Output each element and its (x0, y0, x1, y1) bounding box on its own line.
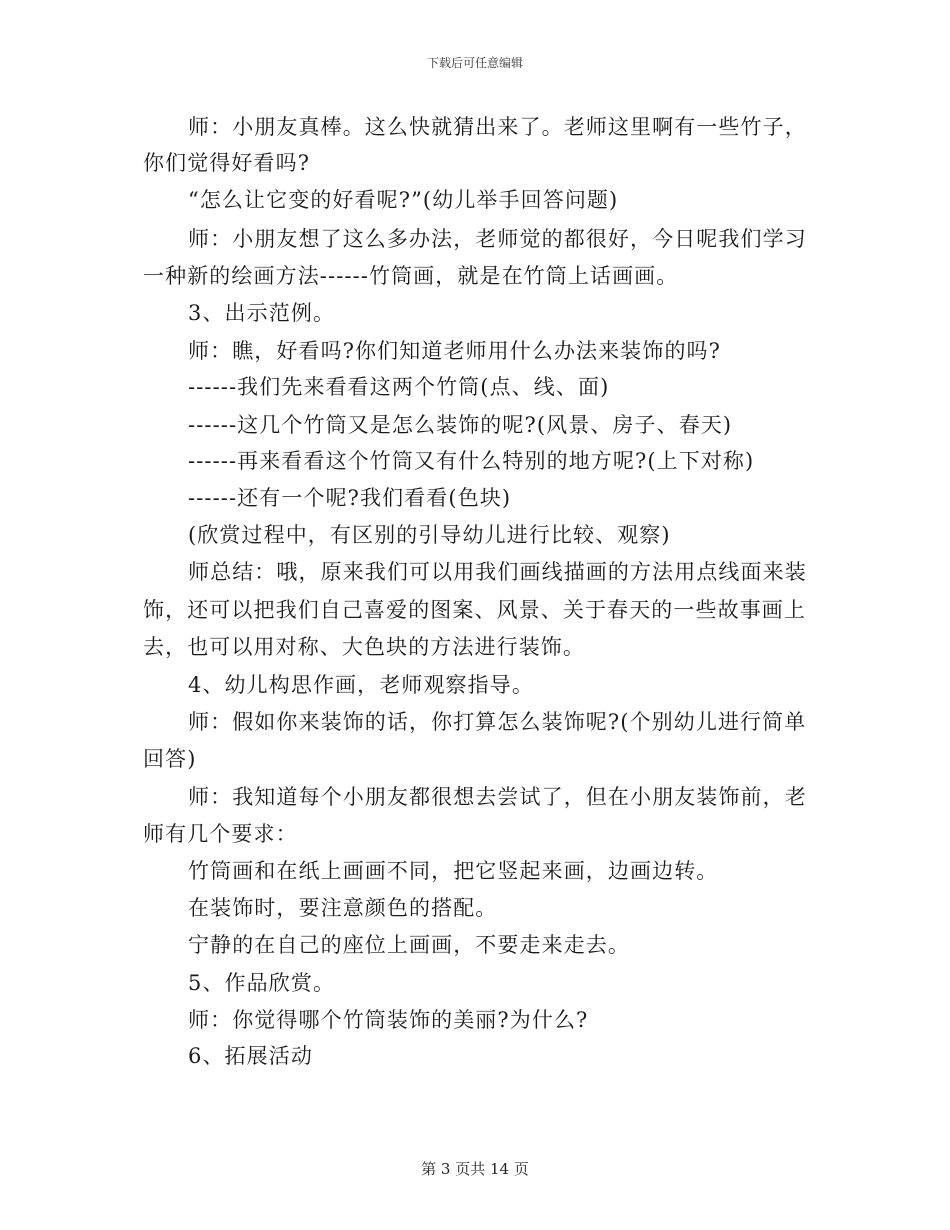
requirement-item: 竹筒画和在纸上画画不同，把它竖起来画，边画边转。 (188, 859, 719, 883)
section-heading-5: 5、作品欣赏。 (188, 971, 336, 995)
paragraph-line: 师：我知道每个小朋友都很想去尝试了，但在小朋友装饰前，老 (188, 785, 807, 809)
paragraph-line: 师：假如你来装饰的话，你打算怎么装饰呢?(个别幼儿进行简单 (188, 710, 807, 734)
paragraph-line: 一种新的绘画方法------竹筒画，就是在竹筒上话画画。 (143, 264, 679, 288)
paragraph-line: 你们觉得好看吗? (143, 151, 311, 175)
requirement-item: 在装饰时，要注意颜色的搭配。 (188, 896, 498, 920)
list-item: ------还有一个呢?我们看看(色块) (188, 486, 512, 510)
paragraph-line: 师总结：哦，原来我们可以用我们画线描画的方法用点线面来装 (188, 560, 807, 584)
list-item: ------我们先来看看这两个竹筒(点、线、面) (188, 375, 610, 399)
paragraph-line: 师有几个要求： (143, 822, 298, 846)
page-header: 下载后可任意编辑 (426, 56, 523, 70)
list-item: ------再来看看这个竹筒又有什么特别的地方呢?(上下对称) (188, 449, 755, 473)
page-footer: 第 3 页共 14 页 (421, 1160, 529, 1178)
paragraph-line: 师：小朋友真棒。这么快就猜出来了。老师这里啊有一些竹子， (188, 115, 807, 139)
paragraph-line: 师：瞧，好看吗?你们知道老师用什么办法来装饰的吗? (188, 339, 722, 363)
paragraph-line: 师：小朋友想了这么多办法，老师觉的都很好，今日呢我们学习 (188, 227, 807, 251)
paragraph-line: (欣赏过程中，有区别的引导幼儿进行比较、观察) (188, 523, 671, 547)
paragraph-line: “怎么让它变的好看呢?”(幼儿举手回答问题) (188, 188, 619, 212)
requirement-item: 宁静的在自己的座位上画画，不要走来走去。 (188, 933, 630, 957)
list-item: ------这几个竹筒又是怎么装饰的呢?(风景、房子、春天) (188, 413, 733, 437)
paragraph-line: 饰，还可以把我们自己喜爱的图案、风景、关于春天的一些故事画上 (143, 598, 806, 622)
paragraph-line: 回答) (143, 747, 197, 771)
paragraph-line: 去，也可以用对称、大色块的方法进行装饰。 (143, 635, 585, 659)
section-heading-3: 3、出示范例。 (188, 301, 336, 325)
paragraph-line: 师：你觉得哪个竹筒装饰的美丽?为什么? (188, 1008, 589, 1032)
section-heading-4: 4、幼儿构思作画，老师观察指导。 (188, 673, 534, 697)
section-heading-6: 6、拓展活动 (188, 1044, 313, 1068)
